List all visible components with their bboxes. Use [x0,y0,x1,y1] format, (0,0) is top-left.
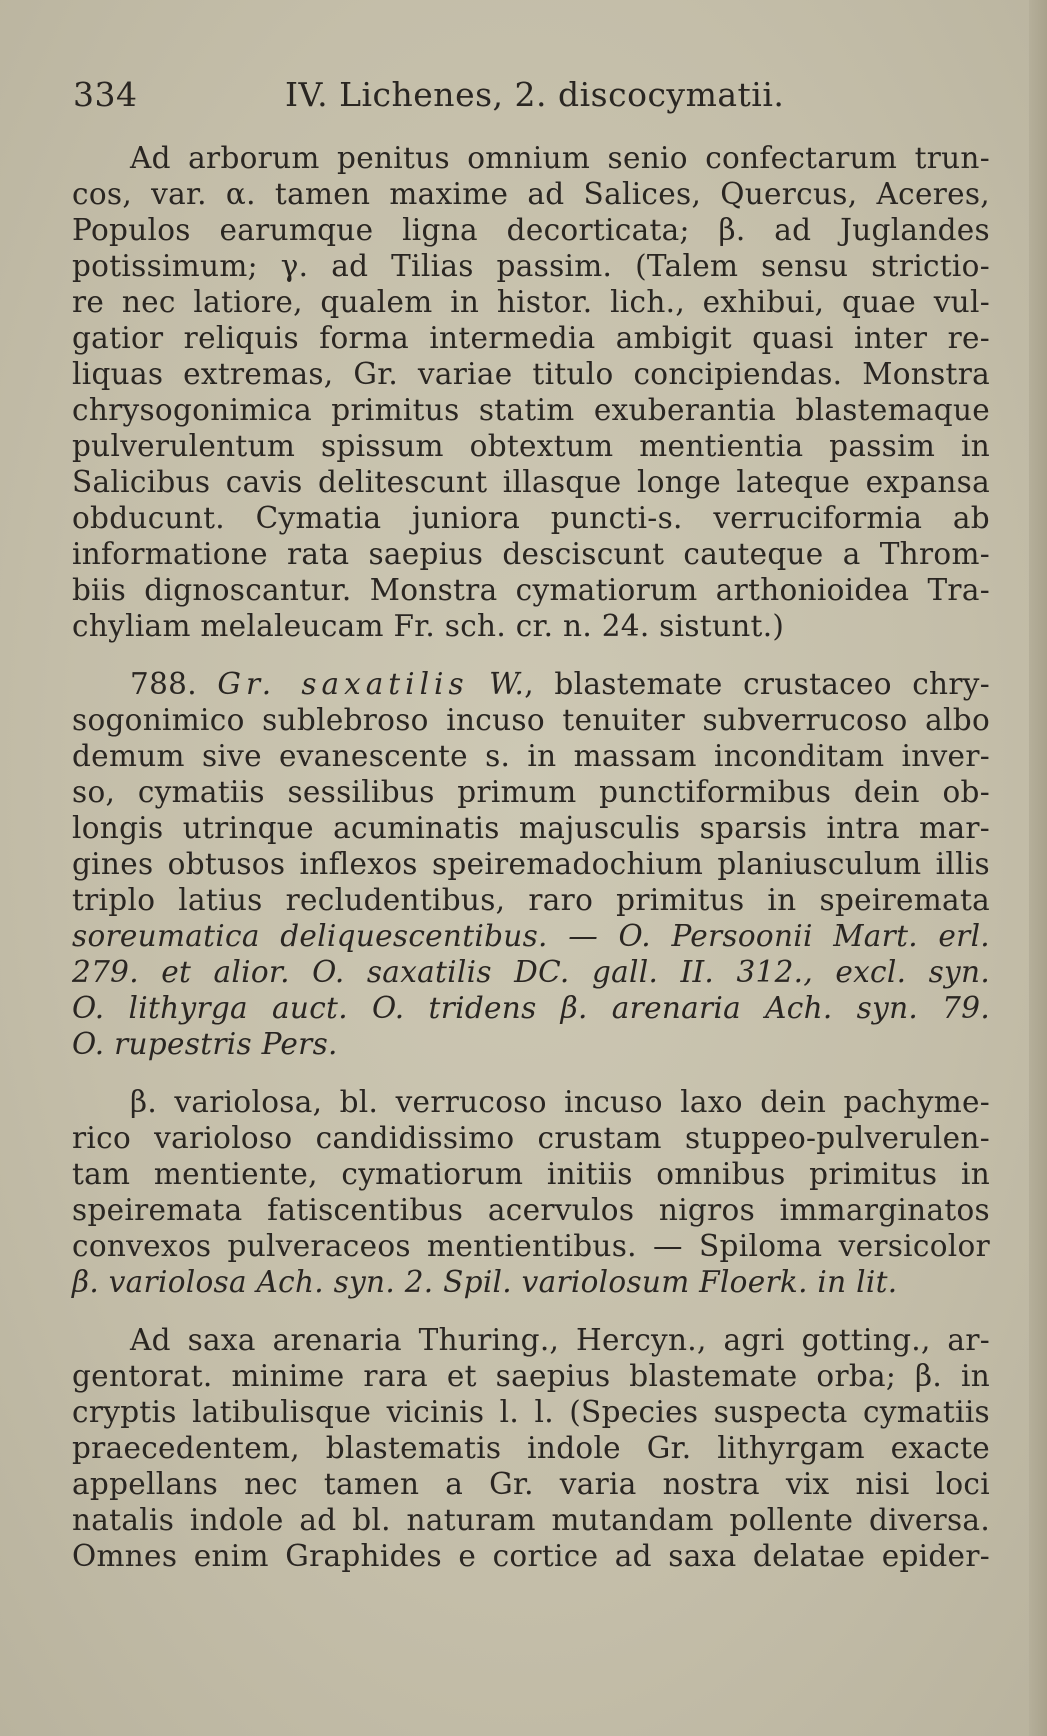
text-line: demum sive evanescente s. in massam inconditam inver- [72,739,990,773]
synonym-line: β. variolosa Ach. syn. 2. Spil. variolosum Floerk. in lit. [72,1265,898,1299]
text-line: chrysogonimica primitus statim exuberantia blastemaque [72,393,990,427]
text-line: β. variolosa, bl. verrucoso incuso laxo dein pachyme- [130,1085,990,1119]
text-line: informatione rata saepius desciscunt cauteque a Throm- [72,537,990,571]
text-line: obducunt. Cymatia juniora puncti-s. verruciformia ab [72,501,990,535]
text-line: tam mentiente, cymatiorum initiis omnibus primitus in [72,1157,990,1191]
text-line: gentorat. minime rara et saepius blastemate orba; β. in [72,1359,990,1393]
body-text [72,140,990,1574]
page-edge-shadow [1029,0,1047,1736]
text-line: Ad arborum penitus omnium senio confectarum trun- [130,141,990,175]
text-line: convexos pulveraceos mentientibus. — Spiloma versicolor [72,1229,990,1263]
text-line: natalis indole ad bl. naturam mutandam pollente diversa. [72,1503,990,1537]
text-line: longis utrinque acuminatis majusculis sparsis intra mar- [72,811,990,845]
species-number: 788. [130,667,197,701]
text-line: Populos earumque ligna decorticata; β. ad Juglandes [72,213,990,247]
synonym-line: O. lithyrga auct. O. tridens β. arenaria Ach. syn. 79. [72,991,990,1025]
text-line: chyliam melaleucam Fr. sch. cr. n. 24. sistunt.) [72,609,785,643]
page-number: 334 [73,75,138,114]
running-head-title: IV. Lichenes, 2. discocymatii. [285,75,785,114]
text-line: rico varioloso candidissimo crustam stuppeo-pulverulen- [72,1121,990,1155]
text-line: gines obtusos inflexos speiremadochium planiusculum illis [72,847,990,881]
text-line: re nec latiore, qualem in histor. lich., exhibui, quae vul- [72,285,990,319]
text-line: gatior reliquis forma intermedia ambigit quasi inter re- [72,321,990,355]
paragraph-habitat [72,140,990,644]
paragraph-species-788 [72,666,990,1062]
text-line: cos, var. α. tamen maxime ad Salices, Quercus, Aceres, [72,177,990,211]
species-name: Gr. saxatilis [217,667,469,701]
species-description-start: , blastemate crustaceo chry- [524,667,990,701]
species-author: W. [489,667,525,701]
text-line: triplo latius recludentibus, raro primitus in speiremata [72,883,990,917]
text-line: potissimum; γ. ad Tilias passim. (Talem sensu strictio- [72,249,990,283]
text-line: cryptis latibulisque vicinis l. l. (Species suspecta cymatiis [72,1395,990,1429]
text-line: liquas extremas, Gr. variae titulo concipiendas. Monstra [72,357,990,391]
text-line: praecedentem, blastematis indole Gr. lithyrgam exacte [72,1431,990,1465]
text-line: so, cymatiis sessilibus primum punctiformibus dein ob- [72,775,990,809]
text-line: Salicibus cavis delitescunt illasque longe lateque expansa [72,465,990,499]
text-line: speiremata fatiscentibus acervulos nigros immarginatos [72,1193,990,1227]
text-line: biis dignoscantur. Monstra cymatiorum arthonioidea Tra- [72,573,990,607]
text-line: sogonimico sublebroso incuso tenuiter subverrucoso albo [72,703,990,737]
text-line: appellans nec tamen a Gr. varia nostra vix nisi loci [72,1467,990,1501]
synonym-line: 279. et alior. O. saxatilis DC. gall. II. 312., excl. syn. [72,955,990,989]
text-line: Ad saxa arenaria Thuring., Hercyn., agri gotting., ar- [130,1323,990,1357]
paragraph-variety-beta [72,1084,990,1300]
running-header [73,75,973,125]
text-line: Omnes enim Graphides e cortice ad saxa delatae epider- [72,1539,990,1573]
species-heading-line [72,666,990,702]
synonym-line: O. rupestris Pers. [72,1027,338,1061]
synonym-line: soreumatica deliquescentibus. — O. Persoonii Mart. erl. [72,919,990,953]
text-line: pulverulentum spissum obtextum mentientia passim in [72,429,990,463]
paragraph-localities [72,1322,990,1574]
